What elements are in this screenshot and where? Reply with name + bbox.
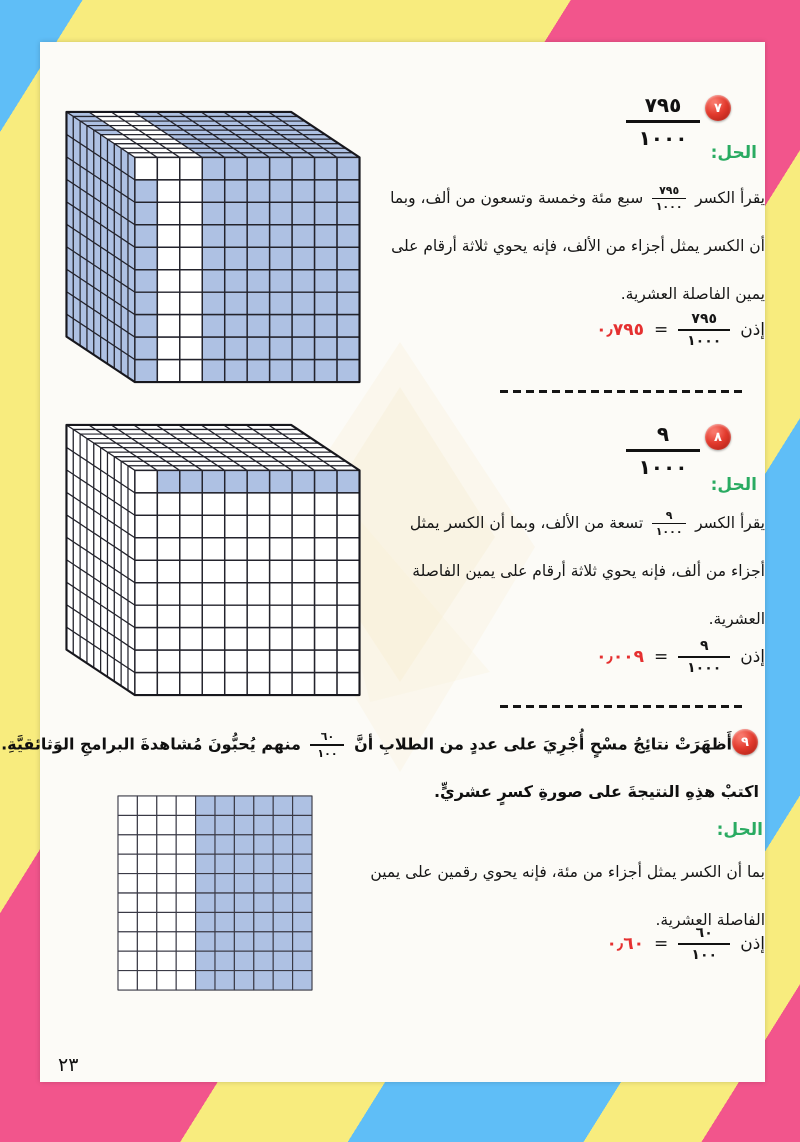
text-line: أجزاء من ألف، فإنه يحوي ثلاثة أرقام على يمين الفاصلة bbox=[412, 562, 765, 580]
fraction-numerator: ٧٩٥ bbox=[691, 311, 718, 327]
line-text: سبع مئة وخمسة وتسعون من ألف، وبما bbox=[390, 189, 644, 207]
text-line bbox=[390, 174, 765, 222]
equals-sign: = bbox=[653, 934, 669, 955]
problem-9-result-line bbox=[606, 924, 765, 964]
fraction-denominator: ١٠٠٠ bbox=[655, 525, 683, 539]
thousandths-cube-9 bbox=[65, 423, 361, 698]
text-line: العشرية. bbox=[708, 610, 765, 628]
thousandths-cube-795 bbox=[65, 110, 361, 385]
fraction-bar bbox=[678, 656, 730, 658]
hundredths-grid-60 bbox=[117, 795, 313, 991]
inline-fraction bbox=[652, 184, 686, 214]
problem-9-number-badge bbox=[732, 729, 758, 755]
problem-8-number-badge bbox=[705, 424, 731, 450]
page-content-area bbox=[1, 42, 765, 1082]
line-text: يقرأ الكسر bbox=[695, 514, 765, 532]
page-number: ٢٣ bbox=[58, 1054, 79, 1076]
fraction-numerator: ٦٠ bbox=[695, 925, 713, 941]
result-word: إذن bbox=[740, 320, 765, 341]
fraction-numerator: ٩ bbox=[665, 508, 673, 522]
fraction-numerator: ٧٩٥ bbox=[659, 183, 680, 197]
result-decimal-value: ٠٫٦٠ bbox=[606, 934, 644, 955]
result-word: إذن bbox=[740, 934, 765, 955]
inline-fraction bbox=[310, 730, 344, 760]
fraction-denominator: ١٠٠ bbox=[317, 746, 338, 760]
text-line bbox=[410, 499, 765, 547]
result-word: إذن bbox=[740, 647, 765, 668]
fraction-denominator: ١٠٠٠ bbox=[687, 333, 722, 350]
problem-8-result-line bbox=[596, 637, 765, 677]
inline-fraction bbox=[652, 509, 686, 539]
result-decimal-value: ٠٫٧٩٥ bbox=[596, 320, 644, 341]
solution-label: الحل: bbox=[710, 143, 757, 163]
line-text: أَظهَرَتْ نتائِجُ مسْحٍ أُجْرِيَ على عددٍ من الطلابِ أنَّ bbox=[354, 734, 732, 754]
fraction-numerator: ٩ bbox=[656, 422, 670, 446]
equals-sign: = bbox=[653, 320, 669, 341]
text-line: يمين الفاصلة العشرية. bbox=[620, 285, 765, 303]
fraction-denominator: ١٠٠٠ bbox=[655, 200, 683, 214]
problem-9-statement-line-1 bbox=[1, 730, 732, 760]
fraction-bar bbox=[310, 744, 344, 746]
fraction-denominator: ١٠٠٠ bbox=[638, 126, 688, 150]
problem-8-header-fraction bbox=[623, 421, 703, 480]
text-line: الفاصلة العشرية. bbox=[655, 911, 765, 929]
problem-9-number: ٩ bbox=[741, 734, 749, 750]
result-decimal-value: ٠٫٠٠٩ bbox=[596, 647, 644, 668]
problem-7-header-fraction bbox=[623, 92, 703, 151]
fraction-bar bbox=[626, 120, 700, 123]
problem-8-number: ٨ bbox=[714, 429, 722, 445]
fraction-bar bbox=[652, 198, 686, 200]
equals-sign: = bbox=[653, 647, 669, 668]
problem-7-result-line bbox=[596, 310, 765, 350]
result-fraction bbox=[678, 310, 730, 350]
fraction-denominator: ١٠٠ bbox=[691, 947, 718, 964]
solution-label: الحل: bbox=[710, 475, 757, 495]
problem-7-explanation bbox=[390, 174, 765, 318]
fraction-bar bbox=[678, 329, 730, 331]
problem-8-explanation bbox=[410, 499, 765, 643]
result-fraction bbox=[678, 637, 730, 677]
fraction-bar bbox=[652, 523, 686, 525]
fraction-bar bbox=[626, 449, 700, 452]
line-text: تسعة من الألف، وبما أن الكسر يمثل bbox=[409, 514, 644, 532]
fraction-numerator: ٦٠ bbox=[320, 730, 335, 743]
fraction-denominator: ١٠٠٠ bbox=[638, 455, 688, 479]
fraction-numerator: ٧٩٥ bbox=[644, 93, 682, 117]
problem-7-number: ٧ bbox=[714, 100, 722, 116]
fraction-bar bbox=[678, 943, 730, 945]
dashed-separator bbox=[500, 705, 745, 708]
problem-7-number-badge bbox=[705, 95, 731, 121]
fraction-numerator: ٩ bbox=[699, 638, 709, 654]
fraction-denominator: ١٠٠٠ bbox=[687, 660, 722, 677]
line-text: يقرأ الكسر bbox=[695, 189, 765, 207]
dashed-separator bbox=[500, 390, 745, 393]
problem-9-statement-line-2: اكتبْ هذِهِ النتيجةَ على صورةِ كسرٍ عشريٍّ. bbox=[433, 782, 759, 801]
text-line: أن الكسر يمثل أجزاء من الألف، فإنه يحوي ثلاثة أرقام على bbox=[391, 237, 765, 255]
solution-label: الحل: bbox=[716, 820, 763, 840]
line-text: منهم يُحبُّونَ مُشاهدةَ البرامجِ الوَثائقيَّةِ. bbox=[1, 734, 301, 754]
result-fraction bbox=[678, 924, 730, 964]
text-line: بما أن الكسر يمثل أجزاء من مئة، فإنه يحوي رقمين على يمين bbox=[370, 863, 765, 881]
